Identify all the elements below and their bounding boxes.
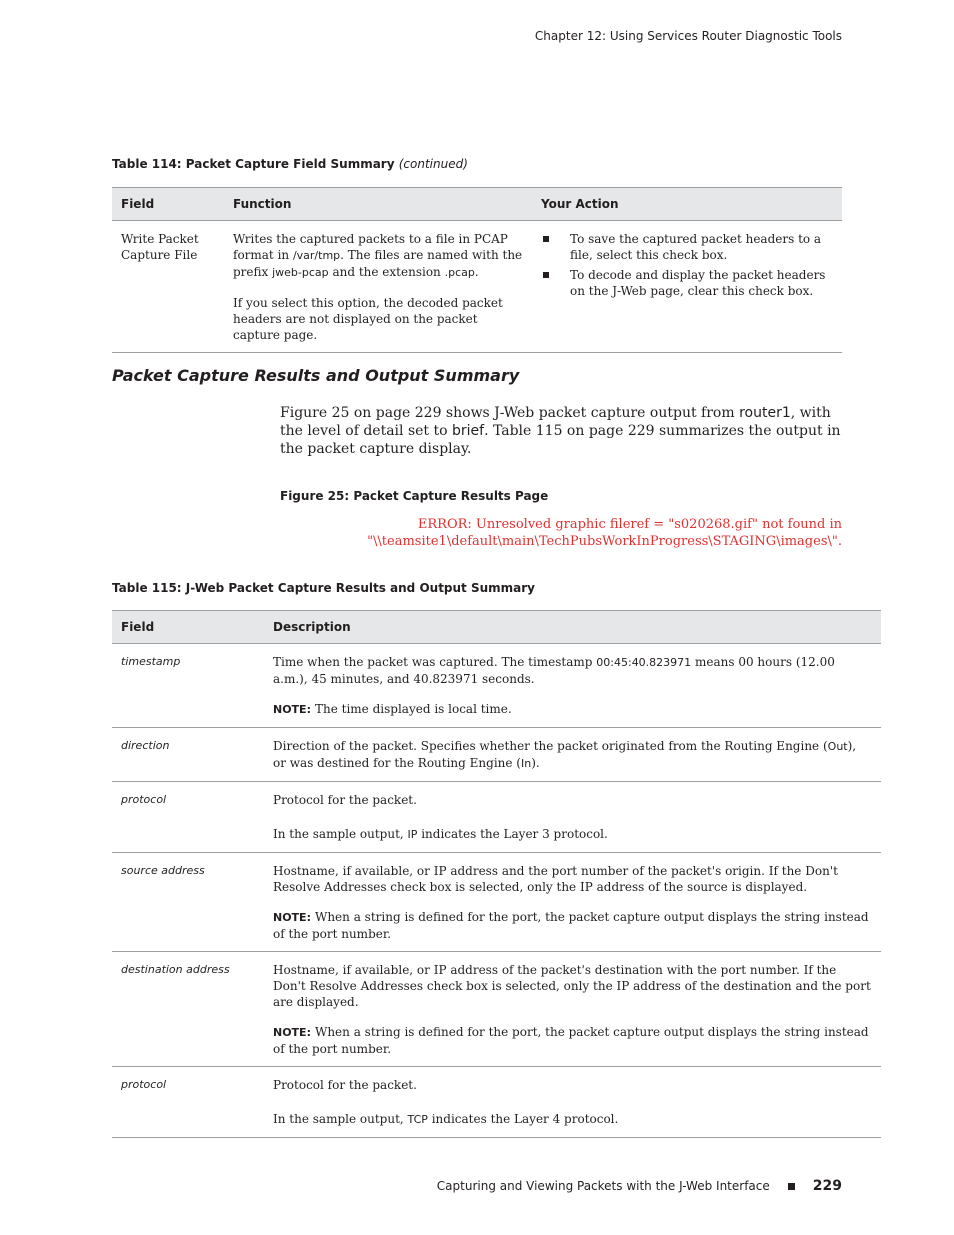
function-cell [224,221,532,353]
text-run: , with the level of detail set to [280,405,831,439]
col-header-your-action: Your Action [532,188,842,221]
bullet-square-icon [543,236,549,242]
note-label: NOTE: [273,1026,311,1039]
action-text: To save the captured packet headers to a file, select this check box. [570,232,822,262]
text-run: . [474,265,479,279]
note-text: When a string is defined for the port, the packet capture output displays the string instead of the port number. [273,910,869,941]
action-list [541,231,833,299]
table-114-title: Table 114: Packet Capture Field Summary [112,157,395,171]
col-header-field: Field [112,611,264,644]
description-cell [264,853,881,952]
code-out: Out [827,740,848,753]
table-114 [112,187,842,353]
description-cell [264,1067,881,1138]
footer-text: Capturing and Viewing Packets with the J-Web Interface [436,1179,770,1193]
text-run: ), or was destined for the Routing Engine ( [273,739,857,770]
text-run: Time when the packet was captured. The timestamp [273,655,597,669]
note-text: When a string is defined for the port, the packet capture output displays the string instead of the port number. [273,1025,869,1056]
bullet-square-icon [543,272,549,278]
field-cell: Write Packet Capture File [112,221,224,353]
note-text: The time displayed is local time. [314,702,512,716]
running-header: Chapter 12: Using Services Router Diagnostic Tools [534,29,842,43]
list-item [541,267,833,299]
action-text: To decode and display the packet headers on the J-Web page, clear this check box. [570,268,826,298]
table-row [112,952,881,1067]
page-number: 229 [812,1178,842,1194]
description-cell [264,728,881,782]
code-extension: .pcap [444,266,475,279]
description-paragraph: Protocol for the packet. [273,1078,417,1092]
table-115-header-row [112,611,881,644]
list-item [541,231,833,263]
description-paragraph [273,1111,872,1128]
code-protocol: IP [407,828,418,841]
field-cell: destination address [112,952,264,1067]
footer-square-icon [788,1183,795,1190]
description-paragraph [273,826,872,843]
table-row [112,728,881,782]
code-path: /var/tmp [292,249,341,262]
text-run: indicates the Layer 4 protocol. [427,1112,619,1126]
code-timestamp: 00:45:40.823971 [596,656,692,669]
description-paragraph: Protocol for the packet. [273,793,417,807]
text-run: . Table 115 on page 229 summarizes the output in the packet capture display. [280,423,841,457]
description-paragraph [273,738,872,772]
note-paragraph [273,701,872,718]
text-run: means 00 hours (12.00 a.m.), 45 minutes, and 40.823971 seconds. [273,655,835,686]
note-paragraph [273,1024,872,1057]
text-run: Figure 25 on page 229 shows J-Web packet capture output from [280,405,740,421]
action-cell [532,221,842,353]
function-paragraph [233,231,523,281]
text-run: Direction of the packet. Specifies whether the packet originated from the Routing Engine ( [273,739,828,753]
note-paragraph [273,909,872,942]
table-114-caption [112,157,468,171]
col-header-field: Field [112,188,224,221]
text-run: Writes the captured packets to a file in PCAP format in [233,232,508,262]
description-cell [264,952,881,1067]
text-run: In the sample output, [273,827,408,841]
description-cell [264,782,881,853]
field-cell: source address [112,853,264,952]
field-cell: protocol [112,1067,264,1138]
description-cell [264,644,881,728]
text-run: ). [531,756,540,770]
table-row [112,853,881,952]
figure-caption: Figure 25: Packet Capture Results Page [280,489,549,503]
table-115-caption: Table 115: J-Web Packet Capture Results and Output Summary [112,581,536,595]
table-row [112,644,881,728]
table-row [112,221,842,353]
note-label: NOTE: [273,703,311,716]
text-run: and the extension [328,265,445,279]
table-114-header-row [112,188,842,221]
col-header-function: Function [224,188,532,221]
code-detail: brief [452,423,485,439]
body-paragraph [280,404,846,458]
field-cell: direction [112,728,264,782]
description-paragraph [273,654,872,687]
code-in: In [521,757,532,770]
function-paragraph: If you select this option, the decoded packet headers are not displayed on the packet capture page. [233,296,503,342]
code-prefix: jweb-pcap [272,266,329,279]
page-footer [437,1178,842,1194]
figure-error-message: ERROR: Unresolved graphic fileref = "s020268.gif" not found in "\\teamsite1\default\main\TechPubsWorkInProgress\STAGING\images\". [367,517,842,549]
text-run: In the sample output, [273,1112,408,1126]
description-paragraph: Hostname, if available, or IP address of the packet's destination with the port number. If the Don't Resolve Addresses check box is selected, only the IP address of the destination and the port are displayed. [273,963,871,1009]
table-row [112,1067,881,1138]
code-router: router1 [739,405,791,421]
section-heading: Packet Capture Results and Output Summary [112,366,520,385]
table-114-caption-suffix: (continued) [398,157,468,171]
note-label: NOTE: [273,911,311,924]
table-115 [112,610,881,1138]
col-header-description: Description [264,611,881,644]
field-cell: protocol [112,782,264,853]
text-run: . The files are named with the prefix [233,248,523,279]
table-row [112,782,881,853]
field-cell: timestamp [112,644,264,728]
code-protocol: TCP [407,1113,428,1126]
description-paragraph: Hostname, if available, or IP address and the port number of the packet's origin. If the Don't Resolve Addresses check box is selected, only the IP address of the source is displayed. [273,864,838,894]
text-run: indicates the Layer 3 protocol. [417,827,608,841]
